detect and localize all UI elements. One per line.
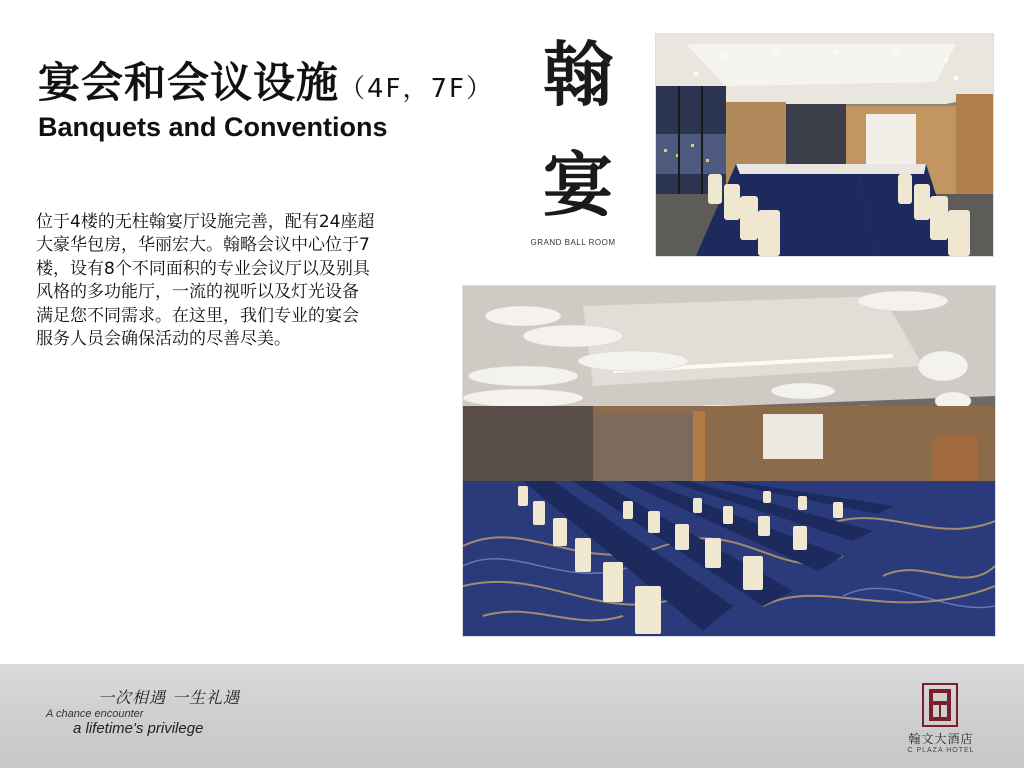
meeting-room-photo	[656, 34, 993, 256]
page-title	[38, 50, 494, 110]
description-line: 风格的多功能厅，一流的视听以及灯光设备	[36, 282, 359, 303]
slogan-cn: 一次相遇 一生礼遇	[98, 688, 241, 707]
floors-label: （4F，7F）	[339, 74, 495, 104]
grand-ballroom-caption: GRAND BALL ROOM	[530, 238, 616, 247]
hotel-logo	[920, 682, 960, 728]
description-line: 大豪华包房，华丽宏大。翰略会议中心位于7	[36, 235, 370, 256]
calligraphy-char-han: 翰	[543, 33, 613, 116]
meeting-room-illustration	[656, 34, 993, 256]
hotel-name-en: C PLAZA HOTEL	[907, 747, 975, 754]
calligraphy-char-yan: 宴	[543, 143, 613, 226]
ballroom-illustration	[463, 286, 995, 636]
description-line: 服务人员会确保活动的尽善尽美。	[36, 329, 291, 350]
slogan-en-line1: A chance encounter	[46, 708, 144, 720]
page-subtitle: Banquets and Conventions	[38, 112, 388, 142]
slogan-en-line2: a lifetime's privilege	[73, 720, 204, 737]
description-text	[36, 211, 456, 351]
description-line: 满足您不同需求。在这里，我们专业的宴会	[36, 305, 359, 326]
hotel-name-cn: 翰文大酒店	[908, 732, 974, 746]
footer-bar	[0, 664, 1024, 768]
ballroom-photo	[463, 286, 995, 636]
description-line: 楼，设有8个不同面积的专业会议厅以及别具	[36, 258, 370, 279]
description-line: 位于4楼的无柱翰宴厅设施完善，配有24座超	[36, 212, 375, 232]
page-title-cn: 宴会和会议设施	[38, 58, 340, 107]
hotel-logo-icon	[920, 682, 960, 728]
